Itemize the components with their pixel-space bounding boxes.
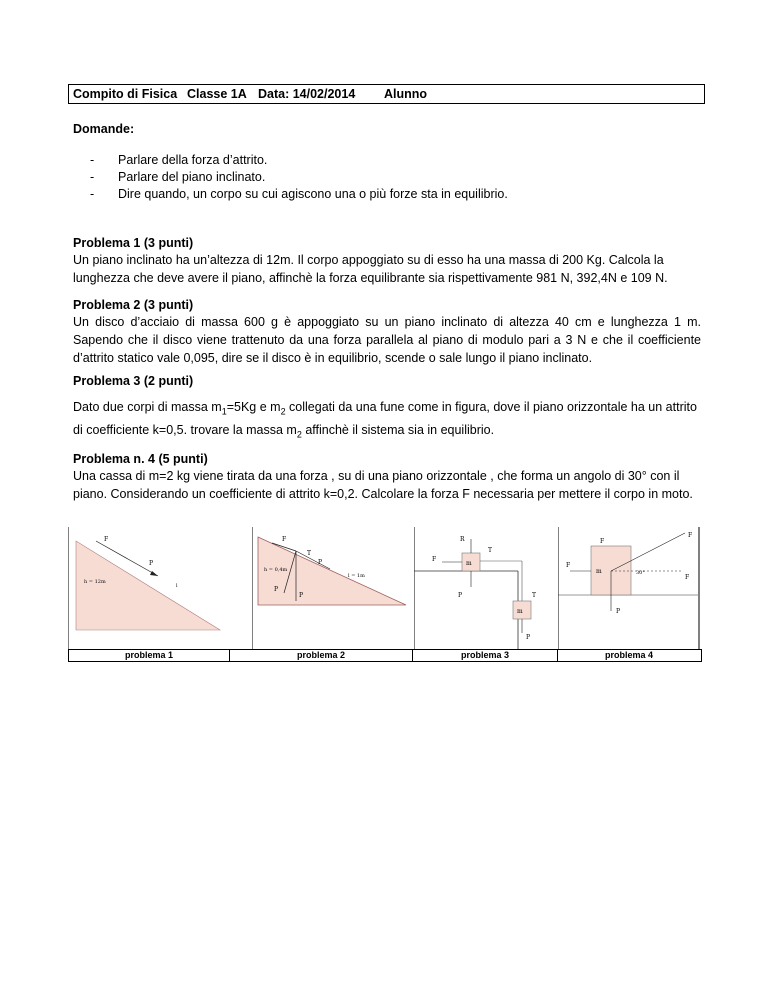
- svg-text:F: F: [566, 562, 571, 569]
- problem-4-text: Una cassa di m=2 kg viene tirata da una forza , su di una piano orizzontale , che forma un angolo di 30° con il piano. Considerando un coefficiente di attrito k=0,2. Calcolare la forza F necessaria per mettere il corpo in moto.: [73, 469, 693, 501]
- header-box: [68, 84, 705, 104]
- svg-text:F: F: [282, 536, 287, 543]
- svg-text:m: m: [517, 608, 523, 615]
- figure-problema-4: [558, 527, 700, 649]
- figure-problema-1: [68, 527, 226, 649]
- problem-3-title: Problema 3 (2 punti): [73, 374, 194, 388]
- svg-text:F: F: [600, 538, 605, 545]
- svg-text:P: P: [458, 592, 463, 599]
- figure-problema-2: [252, 527, 412, 649]
- svg-text:P: P: [299, 592, 304, 599]
- svg-text:T: T: [532, 592, 537, 599]
- svg-text:m: m: [466, 560, 472, 567]
- header-subject: Compito di Fisica: [73, 87, 178, 101]
- svg-text:30°: 30°: [636, 570, 645, 576]
- svg-text:P: P: [318, 559, 323, 566]
- svg-text:P: P: [149, 560, 154, 567]
- problem-2-title: Problema 2 (3 punti): [73, 298, 194, 312]
- figure-problema-3: [414, 527, 557, 649]
- svg-text:F: F: [685, 574, 690, 581]
- problem-1-text: Un piano inclinato ha un’altezza di 12m. Il corpo appoggiato su di esso ha una massa di 200 Kg. Calcola la lunghezza che deve avere il piano, affinchè la forza equilibrante sia rispettivamente 981 N, 392,4N e 109 N.: [73, 253, 668, 285]
- domande-title: Domande:: [73, 122, 135, 136]
- svg-text:P: P: [616, 608, 621, 615]
- caption-problema-4: problema 4: [604, 650, 653, 660]
- caption-problema-1: problema 1: [124, 650, 173, 660]
- header-student: Alunno: [384, 87, 428, 101]
- header-date: Data: 14/02/2014: [258, 87, 356, 101]
- question-2: Parlare del piano inclinato.: [118, 170, 266, 184]
- svg-text:h = 12m: h = 12m: [84, 579, 106, 585]
- svg-text:P: P: [526, 634, 531, 641]
- svg-text:m: m: [596, 568, 602, 575]
- svg-text:F: F: [104, 536, 109, 543]
- problem-2-text: Un disco d’acciaio di massa 600 g è appoggiato su un piano inclinato di altezza 40 cm e lunghezza 1 m. Sapendo che il disco viene trattenuto da una forza parallela al piano di modulo pari a 3 N e che il coefficiente d’attrito statico vale 0,095, dire se il disco è in equilibrio, scende o sale lungo il piano inclinato.: [73, 315, 701, 365]
- caption-problema-2: problema 2: [296, 650, 345, 660]
- question-3: Dire quando, un corpo su cui agiscono una o più forze sta in equilibrio.: [118, 187, 508, 201]
- svg-text:P: P: [274, 586, 279, 593]
- svg-text:T: T: [307, 550, 312, 557]
- header-class: Classe 1A: [187, 87, 247, 101]
- bullet-dash: -: [90, 187, 95, 201]
- question-1: Parlare della forza d’attrito.: [118, 153, 268, 167]
- svg-text:R: R: [460, 536, 465, 543]
- problem-4-title: Problema n. 4 (5 punti): [73, 452, 208, 466]
- figures-row: [68, 527, 700, 660]
- bullet-dash: -: [90, 170, 95, 184]
- svg-text:l: l: [176, 583, 178, 589]
- svg-text:l = 1m: l = 1m: [348, 573, 365, 579]
- svg-text:T: T: [488, 547, 493, 554]
- svg-text:F: F: [432, 556, 437, 563]
- caption-problema-3: problema 3: [460, 650, 509, 660]
- problem-1-title: Problema 1 (3 punti): [73, 236, 194, 250]
- problem-3-text: Dato due corpi di massa $m_1=5Kg$ e $m_2$ collegati da una fune come in figura, dove il piano orizzontale ha un attrito di coefficiente k=0,5. trovare la massa $m_2$ affinchè il sistema sia in equilibrio.: [73, 400, 697, 439]
- bullet-dash: -: [90, 153, 95, 167]
- svg-text:F: F: [688, 532, 693, 539]
- svg-text:h = 0,4m: h = 0,4m: [264, 567, 288, 573]
